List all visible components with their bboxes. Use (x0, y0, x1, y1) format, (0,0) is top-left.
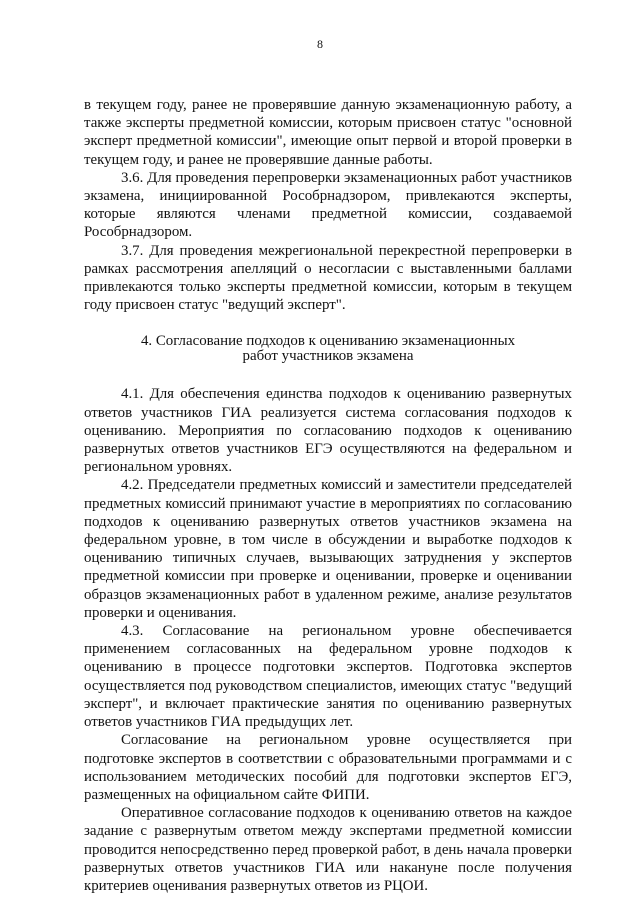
page-number: 8 (317, 37, 323, 51)
paragraph-3-6: 3.6. Для проведения перепроверки экзаменационных работ участников экзамена, инициированной Рособрнадзором, привлекаются эксперты, которые являются членами предметной комиссии, создаваемой Рособрнадзором. (84, 169, 572, 241)
paragraph-4-3: 4.3. Согласование на региональном уровне обеспечивается применением согласованных на федеральном уровне подходов к оцениванию в процессе подготовки экспертов. Подготовка экспертов осуществляется под руководством специалистов, имеющих статус "ведущий эксперт", и включает практические занятия по оцениванию развернутых ответов участников ГИА предыдущих лет. (84, 623, 572, 731)
paragraph-continuation: в текущем году, ранее не проверявшие данную экзаменационную работу, а также эксперты предметной комиссии, которым присвоен статус "основной эксперт предметной комиссии", имеющие опыт первой и второй проверки в текущем году, и ранее не проверявшие данные работы. (84, 97, 572, 168)
paragraph-4-1: 4.1. Для обеспечения единства подходов к оцениванию развернутых ответов участников ГИА реализуется система согласования подходов к оцениванию. Мероприятия по согласованию подходов к оцениванию развернутых ответов участников ЕГЭ осуществляются на федеральном и региональном уровнях. (84, 386, 572, 476)
paragraph-3-7: 3.7. Для проведения межрегиональной перекрестной перепроверки в рамках рассмотрения апелляций о несогласии с выставленными баллами привлекаются только эксперты предметной комиссии, которым в текущем году присвоен статус "ведущий эксперт". (84, 242, 572, 314)
section-heading-line-1: 4. Согласование подходов к оцениванию экзаменационных (140, 333, 516, 350)
section-heading-line-2: работ участников экзамена (242, 348, 414, 365)
paragraph-operative-coordination: Оперативное согласование подходов к оцениванию ответов на каждое задание с развернутым ответом между экспертами предметной комиссии проводится непосредственно перед проверкой работ, в день начала проверки развернутых ответов участников ГИА или накануне после получения критериев оценивания развернутых ответов из РЦОИ. (84, 805, 572, 894)
section-heading (84, 334, 572, 364)
paragraph-4-2: 4.2. Председатели предметных комиссий и заместители председателей предметных комиссий принимают участие в мероприятиях по согласованию подходов к оцениванию развернутых ответов участников экзамена на федеральном уровне, в том числе в обсуждении и выработке подходов к оцениванию типичных случаев, вызывающих затруднения у экспертов предметной комиссии при проверке и оценивании, проверке и оценивании образцов экзаменационных работ в удаленном режиме, анализе результатов проверки и оценивания. (84, 477, 572, 621)
document-body (84, 96, 572, 895)
paragraph-regional-coordination: Согласование на региональном уровне осуществляется при подготовке экспертов в соответствии с образовательными программами и с использованием методических пособий для подготовки экспертов ЕГЭ, размещенных на официальном сайте ФИПИ. (84, 732, 572, 803)
